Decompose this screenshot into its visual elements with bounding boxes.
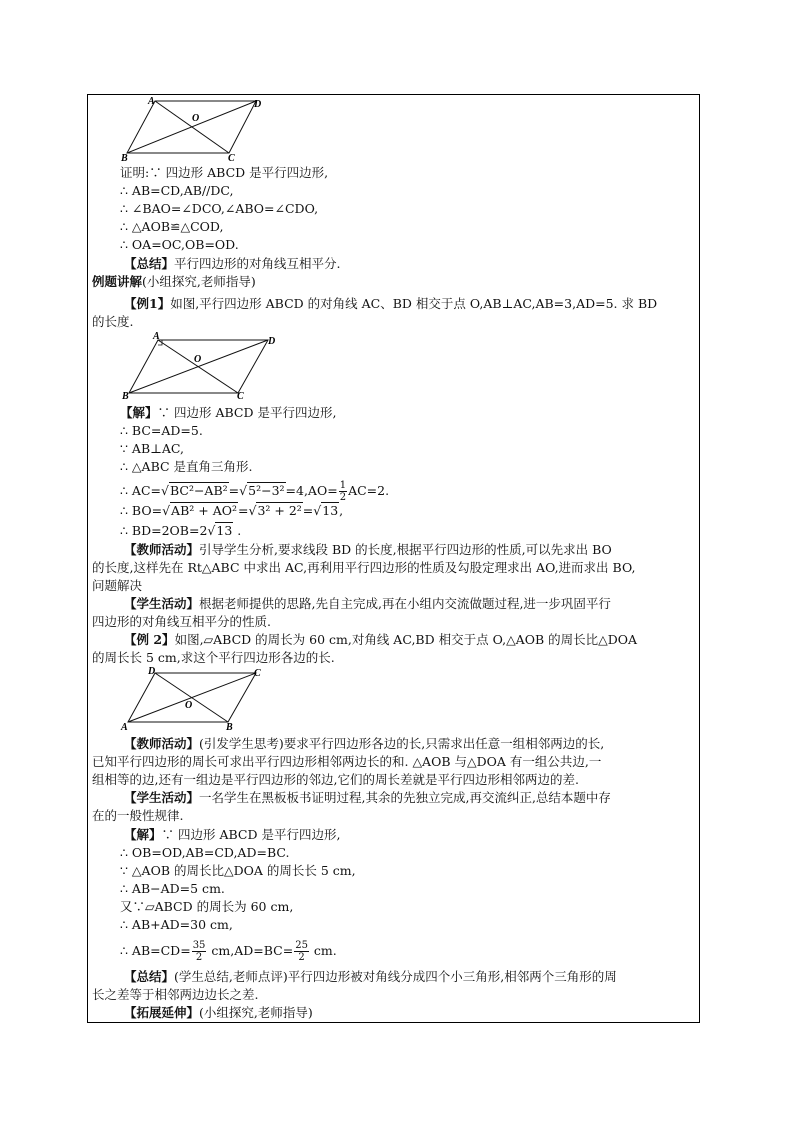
ex2-tag: 【例 2】 [124, 632, 175, 647]
examples-title: 例题讲解 [92, 274, 143, 289]
ex2-summary-line-2: 长之差等于相邻两边边长之差. [92, 987, 259, 1002]
ex1-solution-line-7: ∴ BD=2OB=2√13 . [120, 523, 242, 538]
ex1-teacher-line-3: 问题解决 [92, 578, 143, 593]
fig3-label-o: O [185, 700, 193, 711]
fig2-label-d: D [268, 336, 276, 347]
fig1-label-b: B [121, 153, 128, 163]
ex2-sol-tag: 【解】 [124, 827, 162, 842]
ex1-s5-b: = [228, 483, 240, 498]
ex2-s7-a: ∴ AB=CD= [120, 943, 191, 958]
ex2-teacher-text-1: (引发学生思考)要求平行四边形各边的长,只需求出任意一组相邻两边的长, [199, 736, 605, 751]
proof-line-5: ∴ OA=OC,OB=OD. [120, 237, 239, 252]
fig3-label-b: B [226, 722, 233, 732]
ex1-s7-root: 13 [216, 523, 233, 538]
ex1-text-1: 如图,平行四边形 ABCD 的对角线 AC、BD 相交于点 O,AB⊥AC,AB=3,AD=5. 求 BD [170, 296, 658, 311]
ex1-s5-root-2: 5²−3² [248, 483, 285, 498]
ex1-s7-a: ∴ BD=2OB=2 [120, 523, 208, 538]
parallelogram-figure-2 [118, 330, 283, 400]
ex1-s5-root-1: BC²−AB² [169, 483, 228, 498]
ex1-teacher-tag: 【教师活动】 [124, 542, 200, 557]
fig3-label-c: C [254, 668, 261, 679]
ex2-solution-line-7 [120, 940, 337, 963]
examples-header [92, 273, 256, 291]
ex2-teacher-line-1 [124, 735, 604, 753]
ex1-tag: 【例1】 [124, 296, 171, 311]
ex2-student-line-1 [124, 789, 611, 807]
ex2-question-line-2: 的周长长 5 cm,求这个平行四边形各边的长. [92, 650, 335, 665]
ex1-s7-b: . [233, 523, 242, 538]
ex1-s6-c: = [302, 503, 314, 518]
ex2-s7-fraction-1-den: 2 [195, 952, 203, 963]
ex1-student-line-1 [124, 595, 611, 613]
parallelogram-figure-1 [118, 95, 268, 163]
ex2-summary-line-1 [124, 968, 617, 986]
ex1-sol-text-1: ∵ 四边形 ABCD 是平行四边形, [157, 405, 337, 420]
ex2-s7-fraction-1 [192, 940, 207, 963]
ex1-solution-line-6: ∴ BO=√AB² + AO²=√3² + 2²=√13, [120, 503, 344, 518]
fig3-label-d: D [148, 666, 156, 677]
ex1-solution-line-3: ∵ AB⊥AC, [120, 441, 185, 456]
ex2-solution-line-1 [124, 826, 340, 844]
proof-line-2: ∴ AB=CD,AB//DC, [120, 183, 234, 198]
ex2-student-text-1: 一名学生在黑板板书证明过程,其余的先独立完成,再交流纠正,总结本题中存 [199, 790, 611, 805]
fig2-label-o: O [194, 354, 202, 365]
ex1-solution-line-4: ∴ △ABC 是直角三角形. [120, 459, 253, 474]
ex2-teacher-tag: 【教师活动】 [124, 736, 200, 751]
ex2-summary-tag: 【总结】 [124, 969, 175, 984]
ex1-solution-line-1 [120, 404, 336, 422]
ex1-student-text-1: 根据老师提供的思路,先自主完成,再在小组内交流做题过程,进一步巩固平行 [199, 596, 611, 611]
extension-tag: 【拓展延伸】 [124, 1005, 200, 1020]
ex1-teacher-line-2: 的长度,这样先在 Rt△ABC 中求出 AC,再利用平行四边形的性质及勾股定理求出 AO,进而求出 BO, [92, 560, 636, 575]
fig1-label-c: C [228, 153, 235, 163]
ex1-s5-d: AC=2. [348, 483, 390, 498]
fig3-label-a: A [121, 722, 128, 732]
ex1-s6-a: ∴ BO= [120, 503, 163, 518]
ex1-teacher-line-1 [124, 541, 612, 559]
ex2-s7-fraction-1-num: 35 [192, 940, 206, 951]
fig2-label-a: A [153, 331, 160, 342]
ex1-s5-fraction-den: 2 [339, 492, 347, 503]
ex1-solution-line-5: ∴ AC=√BC²−AB²=√5²−3²=4,AO= $\frac{1}{2}$ AC=2. [120, 480, 390, 503]
ex2-teacher-line-2: 已知平行四边形的周长可求出平行四边形相邻两边长的和. △AOB 与△DOA 有一组公共边,一 [92, 754, 602, 769]
proof-line-3: ∴ ∠BAO=∠DCO,∠ABO=∠CDO, [120, 201, 319, 216]
ex2-question-line-1 [124, 631, 637, 649]
ex1-s5-c: =4,AO= [285, 483, 338, 498]
ex2-teacher-line-3: 组相等的边,还有一组边是平行四边形的邻边,它们的周长差就是平行四边形相邻两边的差. [92, 772, 579, 787]
proof-line-1: 证明:∵ 四边形 ABCD 是平行四边形, [120, 165, 329, 180]
examples-note: (小组探究,老师指导) [142, 274, 256, 289]
ex1-question-line-2: 的长度. [92, 314, 134, 329]
fig1-label-o: O [192, 113, 200, 124]
ex2-solution-line-3: ∵ △AOB 的周长比△DOA 的周长长 5 cm, [120, 863, 356, 878]
extension-line [124, 1004, 313, 1022]
ex1-teacher-text-1: 引导学生分析,要求线段 BD 的长度,根据平行四边形的性质,可以先求出 BO [199, 542, 612, 557]
ex2-student-line-2: 在的一般性规律. [92, 808, 184, 823]
ex1-s5-fraction [339, 480, 347, 503]
ex2-s7-b: cm,AD=BC= [207, 943, 294, 958]
ex2-solution-line-4: ∴ AB−AD=5 cm. [120, 881, 225, 896]
ex1-student-line-2: 四边形的对角线互相平分的性质. [92, 614, 271, 629]
ex2-sol-text-1: ∵ 四边形 ABCD 是平行四边形, [161, 827, 341, 842]
ex2-text-1: 如图,▱ABCD 的周长为 60 cm,对角线 AC,BD 相交于点 O,△AOB 的周长比△DOA [174, 632, 638, 647]
ex2-solution-line-6: ∴ AB+AD=30 cm, [120, 917, 233, 932]
summary-tag: 【总结】 [124, 256, 175, 271]
fig1-label-d: D [254, 99, 262, 110]
proof-summary [124, 255, 341, 273]
parallelogram-figure-3 [118, 664, 268, 732]
ex2-s7-c: cm. [309, 943, 337, 958]
ex1-s6-d: , [339, 503, 344, 518]
ex2-summary-text-1: (学生总结,老师点评)平行四边形被对角线分成四个小三角形,相邻两个三角形的周 [174, 969, 617, 984]
extension-note: (小组探究,老师指导) [199, 1005, 313, 1020]
ex2-s7-fraction-2 [294, 940, 309, 963]
ex1-student-tag: 【学生活动】 [124, 596, 200, 611]
proof-line-4: ∴ △AOB≌△COD, [120, 219, 224, 234]
ex2-s7-fraction-2-num: 25 [295, 940, 308, 951]
ex1-s6-b: = [237, 503, 249, 518]
ex2-solution-line-2: ∴ OB=OD,AB=CD,AD=BC. [120, 845, 290, 860]
ex1-s5-fraction-num: 1 [339, 480, 347, 491]
summary-text: 平行四边形的对角线互相平分. [174, 256, 341, 271]
fig1-label-a: A [148, 96, 155, 107]
ex2-solution-line-5: 又∵▱ABCD 的周长为 60 cm, [120, 899, 294, 914]
fig2-label-b: B [122, 391, 129, 400]
ex1-sol-tag: 【解】 [120, 405, 158, 420]
ex1-s5-a: ∴ AC= [120, 483, 161, 498]
fig2-label-c: C [237, 391, 244, 400]
ex1-solution-line-2: ∴ BC=AD=5. [120, 423, 203, 438]
ex2-s7-fraction-2-den: 2 [298, 952, 305, 963]
ex1-question-line-1 [124, 295, 657, 313]
ex2-student-tag: 【学生活动】 [124, 790, 200, 805]
ex1-s6-root-1: AB² + AO² [171, 503, 237, 518]
ex1-s6-root-2: 3² + 2² [257, 503, 302, 518]
ex1-s6-root-3: 13 [322, 503, 339, 518]
